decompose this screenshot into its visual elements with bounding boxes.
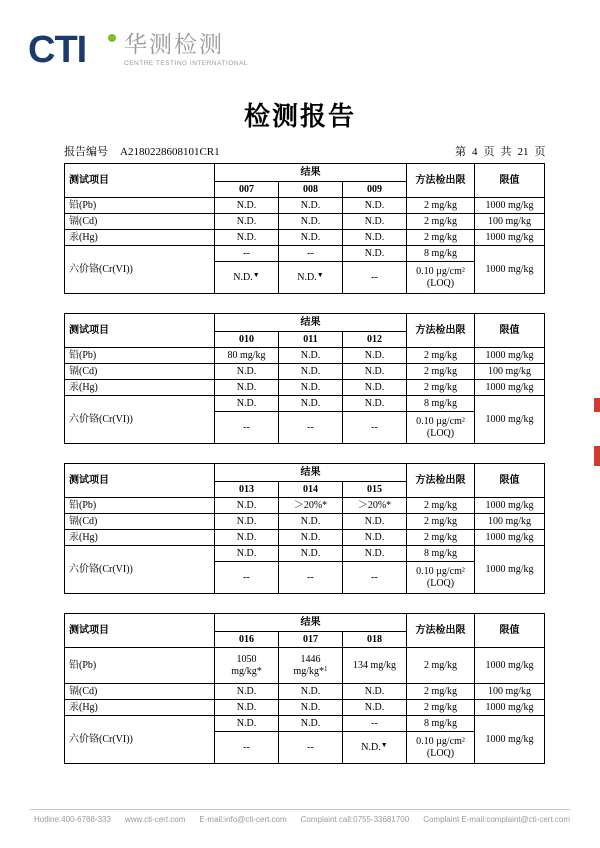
result-value: N.D. <box>215 514 279 530</box>
limit-value: 1000 mg/kg <box>475 246 545 294</box>
test-item: 铅(Pb) <box>65 498 215 514</box>
result-value: 1050 mg/kg* <box>215 648 279 684</box>
result-value: N.D. <box>279 214 343 230</box>
result-value: N.D. <box>343 514 407 530</box>
report-number-value: A2180228608101CR1 <box>120 146 220 158</box>
limit-value: 1000 mg/kg <box>475 546 545 594</box>
footer <box>34 815 584 824</box>
header-result: 结果 <box>215 614 407 632</box>
result-value: N.D. <box>215 396 279 412</box>
result-value: N.D. <box>215 230 279 246</box>
result-value: -- <box>215 412 279 444</box>
edge-mark <box>594 446 600 466</box>
result-value: -- <box>215 562 279 594</box>
footer-hotline: Hotline:400-6788-333 <box>34 815 111 824</box>
header-result: 结果 <box>215 464 407 482</box>
test-item: 六价铬(Cr(VI)) <box>65 246 215 294</box>
header-limit: 限值 <box>475 464 545 498</box>
method-limit-value: 2 mg/kg <box>407 514 475 530</box>
method-limit-value: 2 mg/kg <box>407 380 475 396</box>
logo-chinese: 华测检测 <box>124 32 224 58</box>
limit-value: 1000 mg/kg <box>475 198 545 214</box>
result-value: N.D. <box>215 214 279 230</box>
result-value: N.D. <box>279 716 343 732</box>
result-value: N.D. <box>279 700 343 716</box>
test-item: 六价铬(Cr(VI)) <box>65 716 215 764</box>
method-limit-value: 8 mg/kg <box>407 396 475 412</box>
result-value: N.D. <box>215 498 279 514</box>
limit-value: 1000 mg/kg <box>475 716 545 764</box>
method-limit-value: 2 mg/kg <box>407 700 475 716</box>
sample-id: 009 <box>343 182 407 198</box>
result-value: N.D. <box>343 364 407 380</box>
limit-value: 100 mg/kg <box>475 684 545 700</box>
page-gong: 共 <box>500 146 512 158</box>
result-value: 80 mg/kg <box>215 348 279 364</box>
test-item: 镉(Cd) <box>65 214 215 230</box>
header-test-item: 测试项目 <box>65 614 215 648</box>
sample-id: 016 <box>215 632 279 648</box>
limit-value: 100 mg/kg <box>475 214 545 230</box>
page-ye2: 页 <box>534 146 546 158</box>
report-number-label: 报告编号 <box>64 146 108 158</box>
edge-mark <box>594 398 600 412</box>
result-value: N.D. <box>343 700 407 716</box>
table-row <box>65 546 545 562</box>
header-test-item: 测试项目 <box>65 464 215 498</box>
result-value: N.D.▼ <box>279 262 343 294</box>
footer-complaint-email: Complaint E-mail:complaint@cti-cert.com <box>423 815 571 824</box>
test-item: 铅(Pb) <box>65 648 215 684</box>
limit-value: 1000 mg/kg <box>475 700 545 716</box>
triangle-icon: ▼ <box>316 270 324 279</box>
method-limit-value: 2 mg/kg <box>407 214 475 230</box>
test-item: 镉(Cd) <box>65 514 215 530</box>
table-row <box>65 700 545 716</box>
table-row <box>65 514 545 530</box>
result-value: N.D. <box>279 514 343 530</box>
table-row <box>65 364 545 380</box>
table-row <box>65 396 545 412</box>
result-value: N.D. <box>279 348 343 364</box>
results-table-4 <box>64 613 545 764</box>
result-value: N.D. <box>215 364 279 380</box>
limit-value: 1000 mg/kg <box>475 530 545 546</box>
result-value: N.D. <box>279 380 343 396</box>
page-current: 4 <box>472 146 478 158</box>
method-limit-value: 8 mg/kg <box>407 716 475 732</box>
test-item: 铅(Pb) <box>65 348 215 364</box>
header-method-limit: 方法检出限 <box>407 314 475 348</box>
table-row <box>65 246 545 262</box>
header-result: 结果 <box>215 164 407 182</box>
triangle-icon: ▼ <box>252 270 260 279</box>
sample-id: 008 <box>279 182 343 198</box>
result-value: 1446 mg/kg*$^1$ <box>279 648 343 684</box>
method-limit-value: 0.10 µg/cm² (LOQ) <box>407 412 475 444</box>
sample-id: 010 <box>215 332 279 348</box>
result-value: N.D. <box>343 230 407 246</box>
result-value: -- <box>279 562 343 594</box>
result-value: N.D. <box>343 348 407 364</box>
result-value: N.D. <box>215 380 279 396</box>
test-item: 铅(Pb) <box>65 198 215 214</box>
result-value: -- <box>215 246 279 262</box>
limit-value: 1000 mg/kg <box>475 648 545 684</box>
result-value: N.D. <box>343 530 407 546</box>
table-row <box>65 348 545 364</box>
method-limit-value: 2 mg/kg <box>407 364 475 380</box>
table-row <box>65 684 545 700</box>
method-limit-value: 2 mg/kg <box>407 498 475 514</box>
result-value: N.D.▼ <box>215 262 279 294</box>
method-limit-value: 2 mg/kg <box>407 530 475 546</box>
method-limit-value: 2 mg/kg <box>407 348 475 364</box>
test-item: 镉(Cd) <box>65 364 215 380</box>
result-value: ＞20%* <box>279 498 343 514</box>
test-item: 汞(Hg) <box>65 700 215 716</box>
results-table-3 <box>64 463 545 594</box>
test-item: 镉(Cd) <box>65 684 215 700</box>
method-limit-value: 2 mg/kg <box>407 648 475 684</box>
method-limit-value: 2 mg/kg <box>407 684 475 700</box>
result-value: N.D. <box>279 546 343 562</box>
limit-value: 1000 mg/kg <box>475 348 545 364</box>
cti-logo <box>28 29 248 71</box>
sample-id: 018 <box>343 632 407 648</box>
triangle-icon: ▼ <box>380 740 388 749</box>
result-value: N.D. <box>279 684 343 700</box>
test-item: 汞(Hg) <box>65 230 215 246</box>
table-row <box>65 716 545 732</box>
limit-value: 1000 mg/kg <box>475 396 545 444</box>
sample-id: 013 <box>215 482 279 498</box>
test-item: 六价铬(Cr(VI)) <box>65 546 215 594</box>
result-value: N.D. <box>343 546 407 562</box>
result-value: -- <box>343 262 407 294</box>
footer-website: www.cti-cert.com <box>124 815 186 824</box>
result-value: N.D. <box>215 198 279 214</box>
sample-id: 014 <box>279 482 343 498</box>
result-value: ＞20%* <box>343 498 407 514</box>
results-table-1 <box>64 163 545 294</box>
result-value: N.D. <box>343 198 407 214</box>
sample-id: 015 <box>343 482 407 498</box>
sample-id: 017 <box>279 632 343 648</box>
result-value: 134 mg/kg <box>343 648 407 684</box>
limit-value: 100 mg/kg <box>475 514 545 530</box>
logo-english: CENTRE TESTING INTERNATIONAL <box>124 60 248 67</box>
page-ye: 页 <box>483 146 495 158</box>
header-test-item: 测试项目 <box>65 314 215 348</box>
table-row <box>65 198 545 214</box>
table-row <box>65 530 545 546</box>
table-row <box>65 648 545 684</box>
result-value: N.D. <box>279 198 343 214</box>
footer-complaint-call: Complaint call:0755-33681700 <box>300 815 410 824</box>
test-item: 汞(Hg) <box>65 380 215 396</box>
result-value: N.D. <box>343 214 407 230</box>
header-method-limit: 方法检出限 <box>407 614 475 648</box>
result-value: N.D. <box>279 230 343 246</box>
limit-value: 100 mg/kg <box>475 364 545 380</box>
sample-id: 011 <box>279 332 343 348</box>
result-value: N.D. <box>343 396 407 412</box>
result-value: -- <box>343 412 407 444</box>
method-limit-value: 0.10 µg/cm² (LOQ) <box>407 562 475 594</box>
header-result: 结果 <box>215 314 407 332</box>
sample-id: 007 <box>215 182 279 198</box>
result-value: N.D. <box>215 684 279 700</box>
result-value: N.D. <box>343 684 407 700</box>
results-table-2 <box>64 313 545 444</box>
header-limit: 限值 <box>475 614 545 648</box>
result-value: N.D. <box>215 530 279 546</box>
table-row <box>65 380 545 396</box>
result-value: N.D. <box>279 396 343 412</box>
header-test-item: 测试项目 <box>65 164 215 198</box>
method-limit-value: 0.10 µg/cm² (LOQ) <box>407 262 475 294</box>
result-value: N.D. <box>215 546 279 562</box>
result-value: -- <box>215 732 279 764</box>
result-value: N.D. <box>279 530 343 546</box>
sample-id: 012 <box>343 332 407 348</box>
table-row <box>65 230 545 246</box>
page-total: 21 <box>517 146 529 158</box>
test-item: 汞(Hg) <box>65 530 215 546</box>
result-value: -- <box>279 732 343 764</box>
result-value: N.D. <box>215 700 279 716</box>
table-row <box>65 498 545 514</box>
logo-text: CTI <box>28 29 87 71</box>
header-limit: 限值 <box>475 314 545 348</box>
method-limit-value: 0.10 µg/cm² (LOQ) <box>407 732 475 764</box>
footer-divider <box>30 809 570 810</box>
limit-value: 1000 mg/kg <box>475 498 545 514</box>
page-title: 检测报告 <box>243 102 356 132</box>
method-limit-value: 8 mg/kg <box>407 546 475 562</box>
result-value: N.D. <box>343 246 407 262</box>
result-value: -- <box>343 716 407 732</box>
result-value: N.D. <box>279 364 343 380</box>
result-value: -- <box>343 562 407 594</box>
limit-value: 1000 mg/kg <box>475 380 545 396</box>
header-method-limit: 方法检出限 <box>407 164 475 198</box>
report-number <box>64 143 232 159</box>
table-row <box>65 214 545 230</box>
result-value: N.D. <box>343 380 407 396</box>
result-value: -- <box>279 246 343 262</box>
method-limit-value: 8 mg/kg <box>407 246 475 262</box>
footer-email: E-mail:info@cti-cert.com <box>199 815 287 824</box>
page-info <box>455 143 552 159</box>
test-item: 六价铬(Cr(VI)) <box>65 396 215 444</box>
method-limit-value: 2 mg/kg <box>407 230 475 246</box>
method-limit-value: 2 mg/kg <box>407 198 475 214</box>
header-limit: 限值 <box>475 164 545 198</box>
result-value: -- <box>279 412 343 444</box>
logo-dot-icon <box>108 34 116 42</box>
result-value: N.D.▼ <box>343 732 407 764</box>
limit-value: 1000 mg/kg <box>475 230 545 246</box>
header-method-limit: 方法检出限 <box>407 464 475 498</box>
result-value: N.D. <box>215 716 279 732</box>
page-di: 第 <box>455 146 466 158</box>
